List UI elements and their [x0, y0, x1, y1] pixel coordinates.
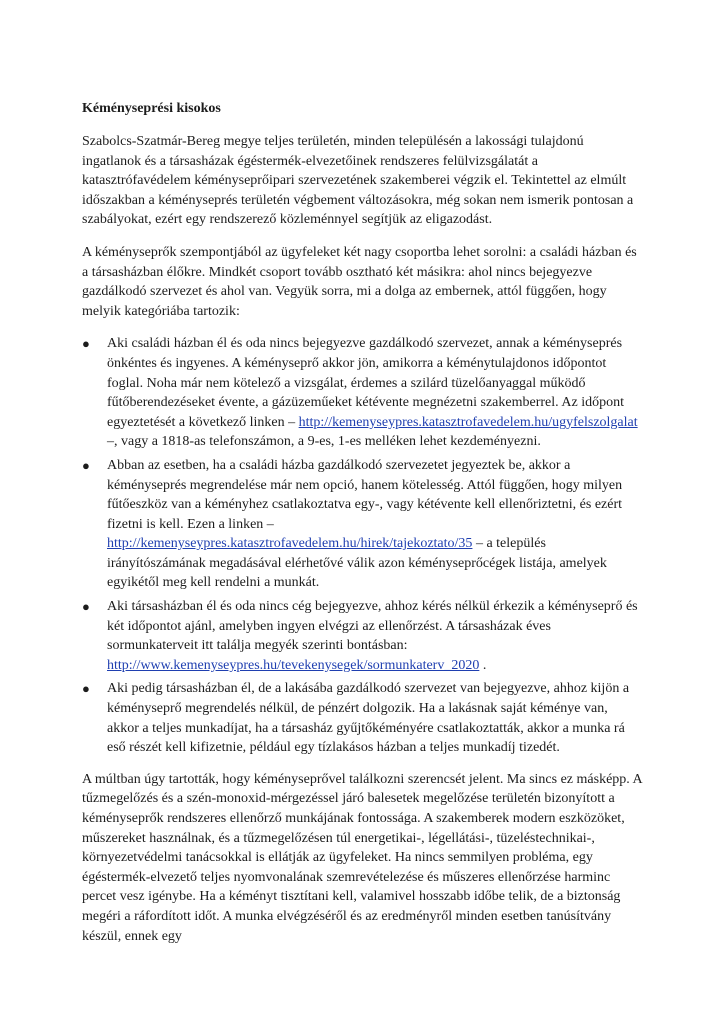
bullet-icon: ● — [82, 336, 90, 352]
bullet-icon: ● — [82, 599, 90, 615]
document-title: Kéményseprési kisokos — [82, 101, 221, 116]
bullet-icon: ● — [82, 457, 90, 473]
list-item-text: –, vagy a 1818-as telefonszámon, a 9-es, 1-es melléken lehet kezdeményezni. — [107, 434, 541, 450]
category-list — [82, 334, 642, 757]
list-item-text: Aki családi házban él és oda nincs bejegyezve gazdálkodó szervezet, annak a kéményseprés önkéntes és ingyenes. A kéményseprő akkor jön, amikorra a kéménytulajdonos időpontot foglal. Noha már nem kötelező a vizsgálat, érdemes a szilárd tüzelőanyaggal működő fűtőberendezéseket évente, a gázüzeműeket kétévente megnézetni szakemberrel. Az időpont egyeztetését a következő linken – — [107, 336, 624, 430]
list-item-text: . — [479, 657, 487, 673]
list-item-text: – a település irányítószámának megadásával elérhetővé válik azon kéményseprőcégek listája, amelyek egyikétől meg kell rendelni a munkát. — [107, 536, 607, 591]
list-item — [82, 597, 642, 675]
categories-paragraph: A kéményseprők szempontjából az ügyfeleket két nagy csoportba lehet sorolni: a családi házban és a társasházban élőkre. Mindkét csoport tovább osztható két másikra: ahol nincs bejegyezve gazdálkodó szervezet és ahol van. Vegyük sorra, mi a dolga az embernek, attól függően, hogy melyik kategóriába tartozik: — [82, 244, 637, 319]
document-page — [82, 100, 642, 959]
customer-service-link[interactable]: http://kemenyseypres.katasztrofavedelem.hu/ugyfelszolgalat — [298, 414, 638, 430]
bullet-icon: ● — [82, 681, 90, 697]
list-item-text: Aki pedig társasházban él, de a lakásába gazdálkodó szervezet van bejegyezve, ahhoz kijön a kéményseprő megrendelés nélkül, de pénzért dolgozik. Ha a lakásnak saját kéménye van, akkor a teljes munkadíjat, ha a társasház gyűjtőkéményére csatlakoztatták, akkor a munka rá eső részét kell kifizetnie, például egy tízlakásos házban a teljes munkadíj tizedét. — [107, 681, 630, 756]
list-item-text: Aki társasházban él és oda nincs cég bejegyezve, ahhoz kérés nélkül érkezik a kéményseprő és két időpontot ajánl, amelyben ingyen elvégzi az ellenőrzést. A társasházak éves sormunkaterveit itt találja megyék szerinti bontásban: — [107, 599, 638, 654]
info-link[interactable]: http://kemenyseypres.katasztrofavedelem.hu/hirek/tajekoztato/35 — [107, 536, 473, 552]
list-item — [82, 679, 642, 757]
closing-paragraph: A múltban úgy tartották, hogy kéményseprővel találkozni szerencsét jelent. Ma sincs ez másképp. A tűzmegelőzés és a szén-monoxid-mérgezéssel járó balesetek megelőzése területén bizonyított a kéményseprők rendszeres ellenőrző munkájának fontossága. A szakemberek modern eszközöket, műszereket használnak, és a tűzmegelőzésen túl energetikai-, légellátási-, tüzeléstechnikai-, környezetvédelmi tanácsokkal is ellátják az ügyfeleket. Ha nincs semmilyen probléma, egy égéstermék-elvezető teljes nyomvonalának szemrevételezése és műszeres ellenőrzése harminc percet vesz igénybe. Ha a kéményt tisztítani kell, valamivel hosszabb időbe telik, de a biztonság megéri a ráfordított időt. A munka elvégzéséről és az eredményről minden esetben tanúsítvány készül, ennek egy — [82, 771, 642, 944]
schedule-link[interactable]: http://www.kemenyseypres.hu/tevekenysegek/sormunkaterv_2020 — [107, 657, 480, 673]
list-item — [82, 334, 642, 452]
intro-paragraph: Szabolcs-Szatmár-Bereg megye teljes területén, minden településén a lakossági tulajdonú ingatlanok és a társasházak égéstermék-elvezetőinek rendszeres felülvizsgálatát a katasztrófavédelem kéményseprőipari szervezetének szakemberei végzik el. Tekintettel az elmúlt időszakban a kéményseprés területén végbement változásokra, még sokan nem ismerik pontosan a szabályokat, ezért egy rendszerező közleménnyel segítjük az eligazodást. — [82, 134, 634, 228]
list-item-text: Abban az esetben, ha a családi házba gazdálkodó szervezetet jegyeztek be, akkor a kéményseprés megrendelése már nem opció, hanem kötelesség. Attól függően, hogy milyen fűtőeszköz van a kéményhez csatlakoztatva egy-, vagy kétévente kell ellenőriztetni, és ezért fizetni is kell. Ezen a linken – — [107, 457, 623, 532]
list-item — [82, 456, 642, 593]
